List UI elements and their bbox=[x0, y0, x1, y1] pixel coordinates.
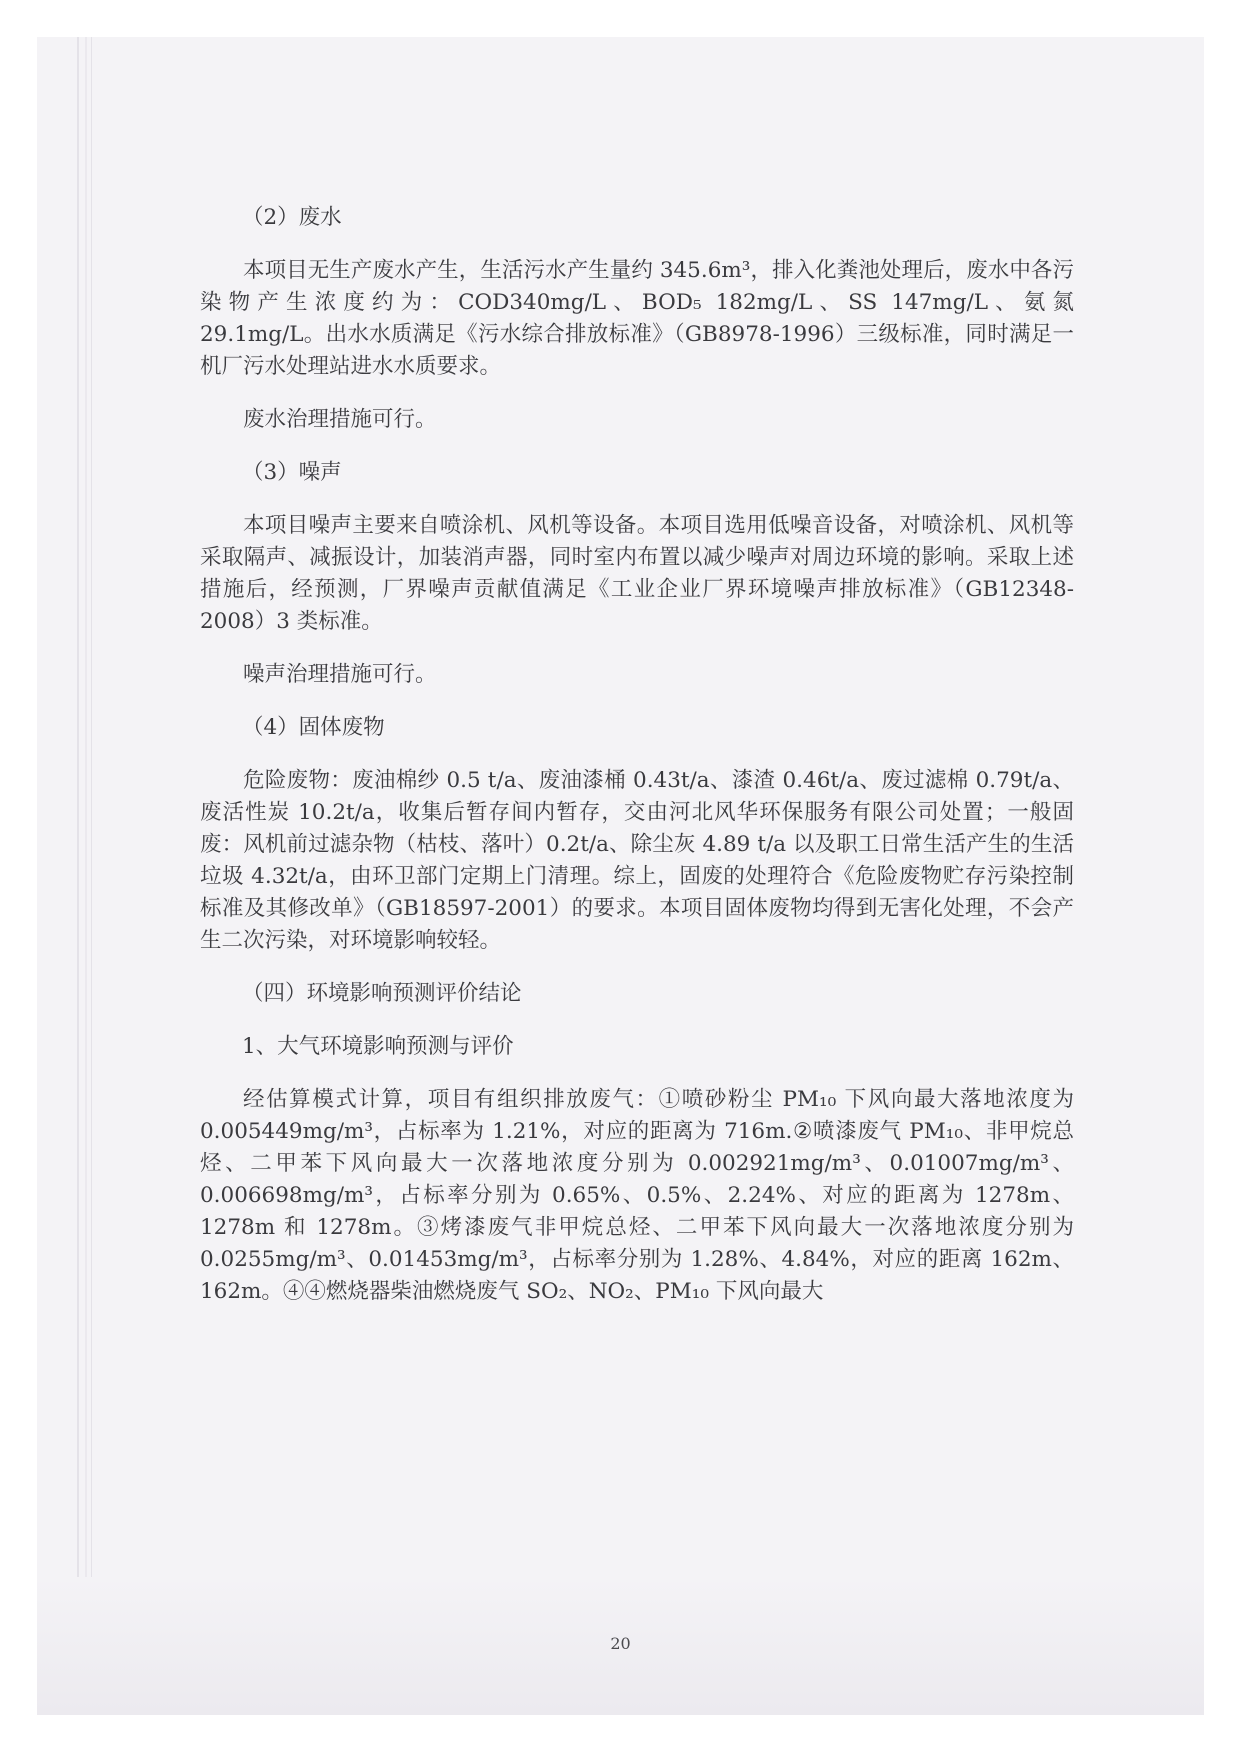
scanned-page bbox=[37, 37, 1204, 1715]
paragraph-wastewater-conclusion: 废水治理措施可行。 bbox=[243, 407, 437, 432]
paragraph-noise-conclusion: 噪声治理措施可行。 bbox=[243, 662, 437, 687]
paragraph-wastewater: 本项目无生产废水产生，生活污水产生量约 345.6m³，排入化粪池处理后，废水中各污染物产生浓度约为：COD340mg/L、BOD₅ 182mg/L、SS 147mg/L、氨氮 29.1mg/L。出水水质满足《污水综合排放标准》（GB8978-1996）三级标准，同时满足一机厂污水处理站进水水质要求。 bbox=[200, 258, 1074, 379]
document-body bbox=[200, 202, 1074, 1329]
paragraph-solid-waste: 危险废物：废油棉纱 0.5 t/a、废油漆桶 0.43t/a、漆渣 0.46t/a、废过滤棉 0.79t/a、废活性炭 10.2t/a，收集后暂存间内暂存，交由河北风华环保服务有限公司处置；一般固废：风机前过滤杂物（枯枝、落叶）0.2t/a、除尘灰 4.89 t/a 以及职工日常生活产生的生活垃圾 4.32t/a，由环卫部门定期上门清理。综上，固废的处理符合《危险废物贮存污染控制标准及其修改单》（GB18597-2001）的要求。本项目固体废物均得到无害化处理，不会产生二次污染，对环境影响较轻。 bbox=[200, 768, 1074, 953]
binding-edge-line bbox=[91, 37, 92, 1715]
binding-edge-line bbox=[85, 37, 87, 1715]
page-number: 20 bbox=[610, 1634, 631, 1653]
subsection-heading-air: 1、大气环境影响预测与评价 bbox=[242, 1034, 514, 1059]
section-heading-wastewater: （2）废水 bbox=[242, 205, 342, 230]
section-heading-solid-waste: （4）固体废物 bbox=[242, 715, 385, 740]
paragraph-noise: 本项目噪声主要来自喷涂机、风机等设备。本项目选用低噪音设备，对喷涂机、风机等采取隔声、减振设计，加装消声器，同时室内布置以减少噪声对周边环境的影响。采取上述措施后，经预测，厂界噪声贡献值满足《工业企业厂界环境噪声排放标准》（GB12348-2008）3 类标准。 bbox=[200, 513, 1074, 634]
binding-edge-line bbox=[77, 37, 79, 1715]
paragraph-air: 经估算模式计算，项目有组织排放废气：①喷砂粉尘 PM₁₀ 下风向最大落地浓度为 0.005449mg/m³，占标率为 1.21%，对应的距离为 716m.②喷漆废气 PM₁₀、非甲烷总烃、二甲苯下风向最大一次落地浓度分别为 0.002921mg/m³、0.01007mg/m³、0.006698mg/m³，占标率分别为 0.65%、0.5%、2.24%、对应的距离为 1278m、1278m 和 1278m。③烤漆废气非甲烷总烃、二甲苯下风向最大一次落地浓度分别为 0.0255mg/m³、0.01453mg/m³，占标率分别为 1.28%、4.84%，对应的距离 162m、162m。④④燃烧器柴油燃烧废气 SO₂、NO₂、PM₁₀ 下风向最大 bbox=[200, 1087, 1074, 1304]
section-heading-noise: （3）噪声 bbox=[242, 460, 342, 485]
section-heading-impact-conclusion: （四）环境影响预测评价结论 bbox=[242, 981, 522, 1006]
